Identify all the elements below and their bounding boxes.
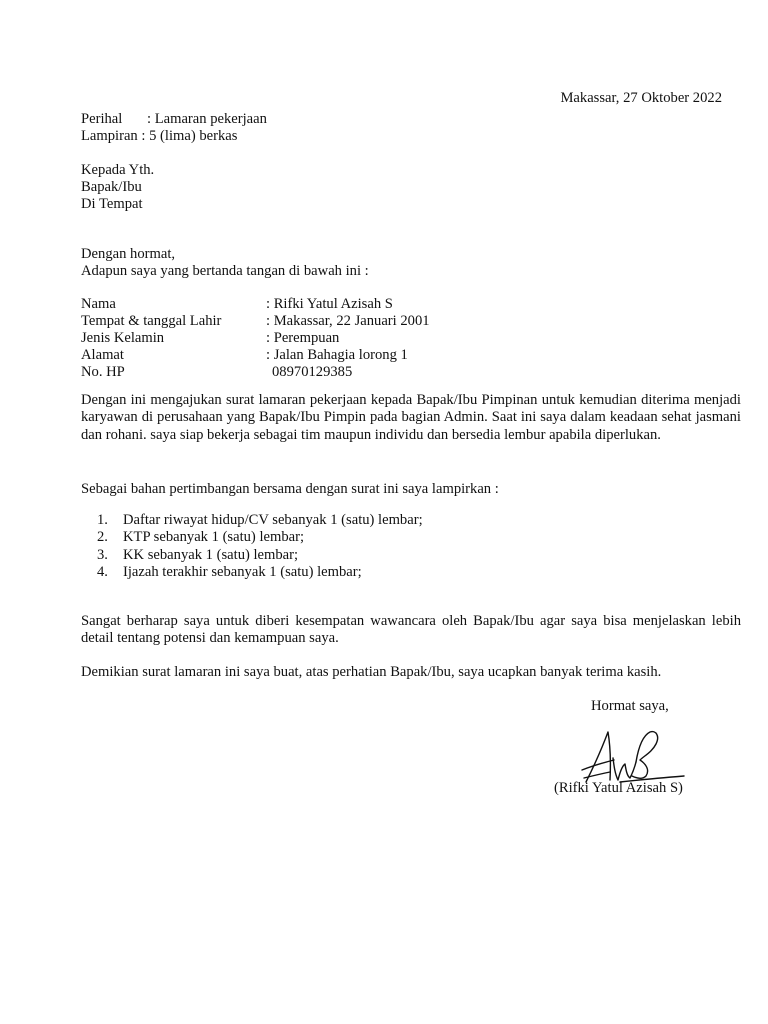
list-item-text: Ijazah terakhir sebanyak 1 (satu) lembar; xyxy=(123,563,362,580)
signer-name: (Rifki Yatul Azisah S) xyxy=(554,780,683,796)
list-item-text: KK sebanyak 1 (satu) lembar; xyxy=(123,546,299,563)
identity-value: : Perempuan xyxy=(266,330,340,346)
recipient-line-1: Kepada Yth. xyxy=(81,162,155,178)
identity-value: : Jalan Bahagia lorong 1 xyxy=(266,347,408,363)
identity-label: Tempat & tanggal Lahir xyxy=(81,313,222,329)
list-item-number: 1. xyxy=(97,512,108,528)
identity-value: : Makassar, 22 Januari 2001 xyxy=(266,313,430,329)
body-paragraph-1: Dengan ini mengajukan surat lamaran pekerjaan kepada Bapak/Ibu Pimpinan untuk kemudian diterima menjadi karyawan di perusahaan yang Bapak/Ibu Pimpin pada bagian Admin. Saat ini saya dalam keadaan sehat jasmani dan rohani. saya siap bekerja sebagai tim maupun individu dan bersedia lembur apabila diperlukan. xyxy=(81,392,741,443)
intro-line: Adapun saya yang bertanda tangan di bawah ini : xyxy=(81,263,369,279)
recipient-line-3: Di Tempat xyxy=(81,196,143,212)
greeting: Dengan hormat, xyxy=(81,246,176,262)
attachments-intro: Sebagai bahan pertimbangan bersama dengan surat ini saya lampirkan : xyxy=(81,481,499,497)
identity-label: Alamat xyxy=(81,347,124,363)
recipient-line-2: Bapak/Ibu xyxy=(81,179,142,195)
list-item-text: Daftar riwayat hidup/CV sebanyak 1 (satu) lembar; xyxy=(123,512,423,528)
list-item-number: 3. xyxy=(97,546,108,563)
closing-salutation: Hormat saya, xyxy=(591,698,669,714)
body-paragraph-2: Sangat berharap saya untuk diberi kesempatan wawancara oleh Bapak/Ibu agar saya bisa menjelaskan lebih detail tentang potensi dan kemampuan saya. xyxy=(81,613,741,647)
body-paragraph-3: Demikian surat lamaran ini saya buat, atas perhatian Bapak/Ibu, saya ucapkan banyak terima kasih. xyxy=(81,664,662,680)
identity-value: : Rifki Yatul Azisah S xyxy=(266,296,393,312)
identity-label: Nama xyxy=(81,296,116,312)
list-item-number: 4. xyxy=(97,563,108,580)
subject-value: : Lamaran pekerjaan xyxy=(147,111,267,127)
subject-label: Perihal xyxy=(81,111,123,127)
signature-image xyxy=(580,726,690,788)
attachment-line: Lampiran : 5 (lima) berkas xyxy=(81,128,238,144)
identity-value: 08970129385 xyxy=(272,364,353,380)
list-item-text: KTP sebanyak 1 (satu) lembar; xyxy=(123,529,305,546)
identity-label: No. HP xyxy=(81,364,125,380)
list-item-number: 2. xyxy=(97,529,108,546)
identity-label: Jenis Kelamin xyxy=(81,330,165,346)
letter-date: Makassar, 27 Oktober 2022 xyxy=(560,90,722,106)
